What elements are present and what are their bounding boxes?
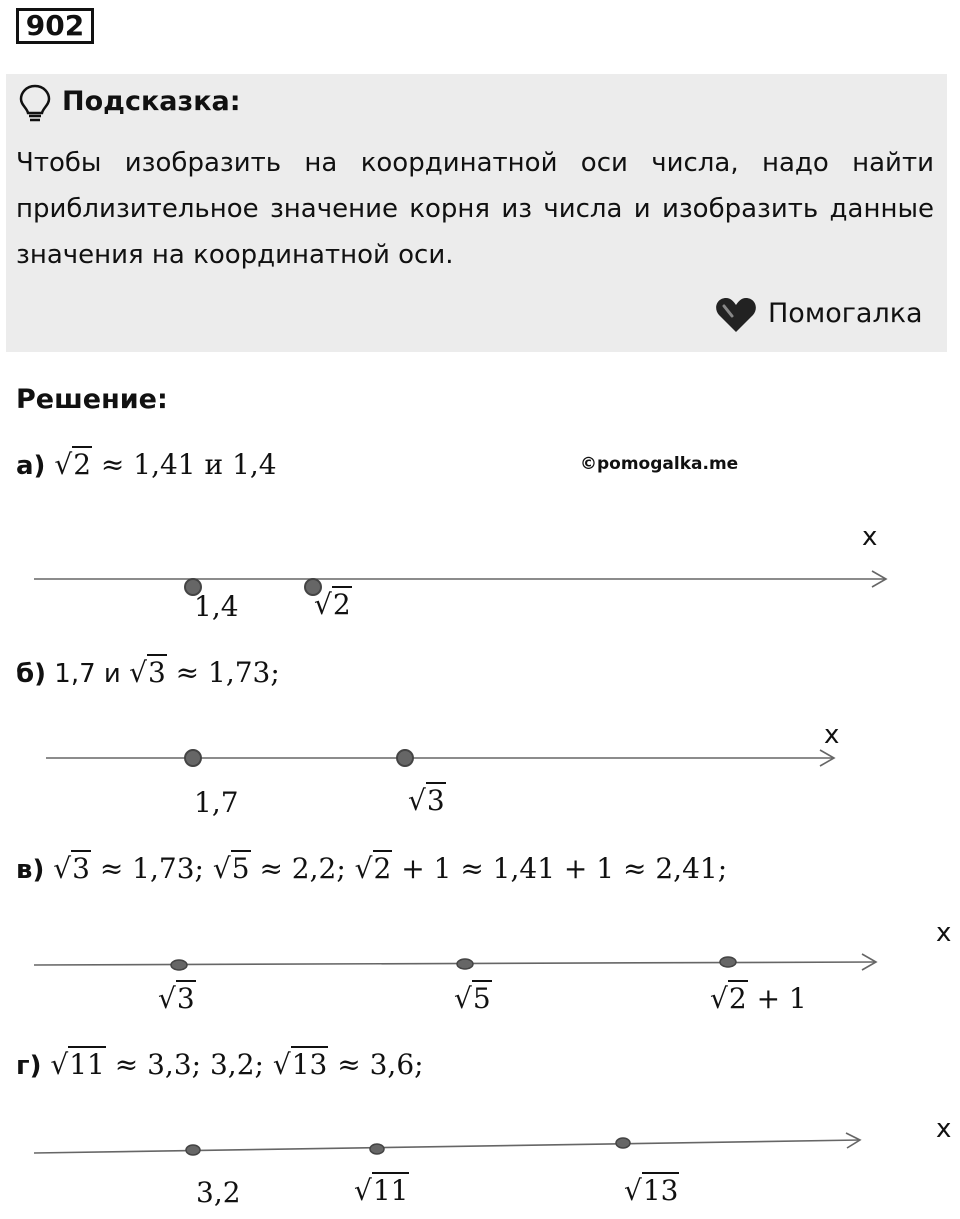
point-label: √2 bbox=[314, 588, 351, 621]
point-label: √3 bbox=[158, 982, 195, 1015]
point-label: 3,2 bbox=[196, 1176, 241, 1209]
point-d1 bbox=[186, 1145, 200, 1155]
axis-d-label: x bbox=[936, 1114, 952, 1144]
point-label: √2 + 1 bbox=[710, 982, 807, 1015]
axis-c bbox=[34, 954, 876, 970]
sqrt: √3 bbox=[129, 656, 166, 689]
point-label: √11 bbox=[354, 1174, 409, 1207]
axis-b-label: x bbox=[824, 720, 840, 750]
solution-title: Решение: bbox=[16, 384, 168, 415]
part-c-expression: в) √3 ≈ 1,73; √5 ≈ 2,2; √2 + 1 ≈ 1,41 + 1 ≈ 2,41; bbox=[16, 852, 728, 885]
point-label: 1,7 bbox=[194, 786, 239, 819]
axis-a bbox=[34, 571, 886, 587]
hint-text: Чтобы изобразить на координатной оси числа, надо найти приблизительное значение корня из числа и изобразить данные значения на координатной оси. bbox=[16, 148, 934, 270]
point-d3 bbox=[616, 1138, 630, 1148]
brand-label: Помогалка bbox=[768, 298, 923, 329]
point-c3 bbox=[720, 957, 736, 967]
point-c2 bbox=[457, 959, 473, 969]
axis-b bbox=[46, 750, 834, 766]
point-b1 bbox=[185, 750, 201, 766]
point-b2 bbox=[397, 750, 413, 766]
sqrt: √2 bbox=[54, 448, 92, 481]
part-d-expression: г) √11 ≈ 3,3; 3,2; √13 ≈ 3,6; bbox=[16, 1048, 424, 1081]
watermark: ©pomogalka.me bbox=[580, 454, 739, 474]
point-label: √13 bbox=[624, 1174, 679, 1207]
point-label: 1,4 bbox=[194, 590, 239, 623]
part-c-letter: в) bbox=[16, 855, 45, 885]
axis-d bbox=[34, 1133, 860, 1153]
point-d2 bbox=[370, 1144, 384, 1154]
part-a-letter: а) bbox=[16, 451, 46, 481]
part-d-letter: г) bbox=[16, 1051, 42, 1081]
point-c1 bbox=[171, 960, 187, 970]
task-number: 902 bbox=[16, 8, 94, 44]
point-label: √5 bbox=[454, 982, 491, 1015]
point-label: √3 bbox=[408, 784, 445, 817]
axis-a-label: x bbox=[862, 522, 878, 552]
axis-c-label: x bbox=[936, 918, 952, 948]
part-a-expression: а) √2 ≈ 1,41 и 1,4 bbox=[16, 448, 277, 481]
part-b-letter: б) bbox=[16, 659, 47, 689]
hint-title: Подсказка: bbox=[62, 86, 241, 117]
part-b-expression: б) 1,7 и √3 ≈ 1,73; bbox=[16, 656, 280, 689]
